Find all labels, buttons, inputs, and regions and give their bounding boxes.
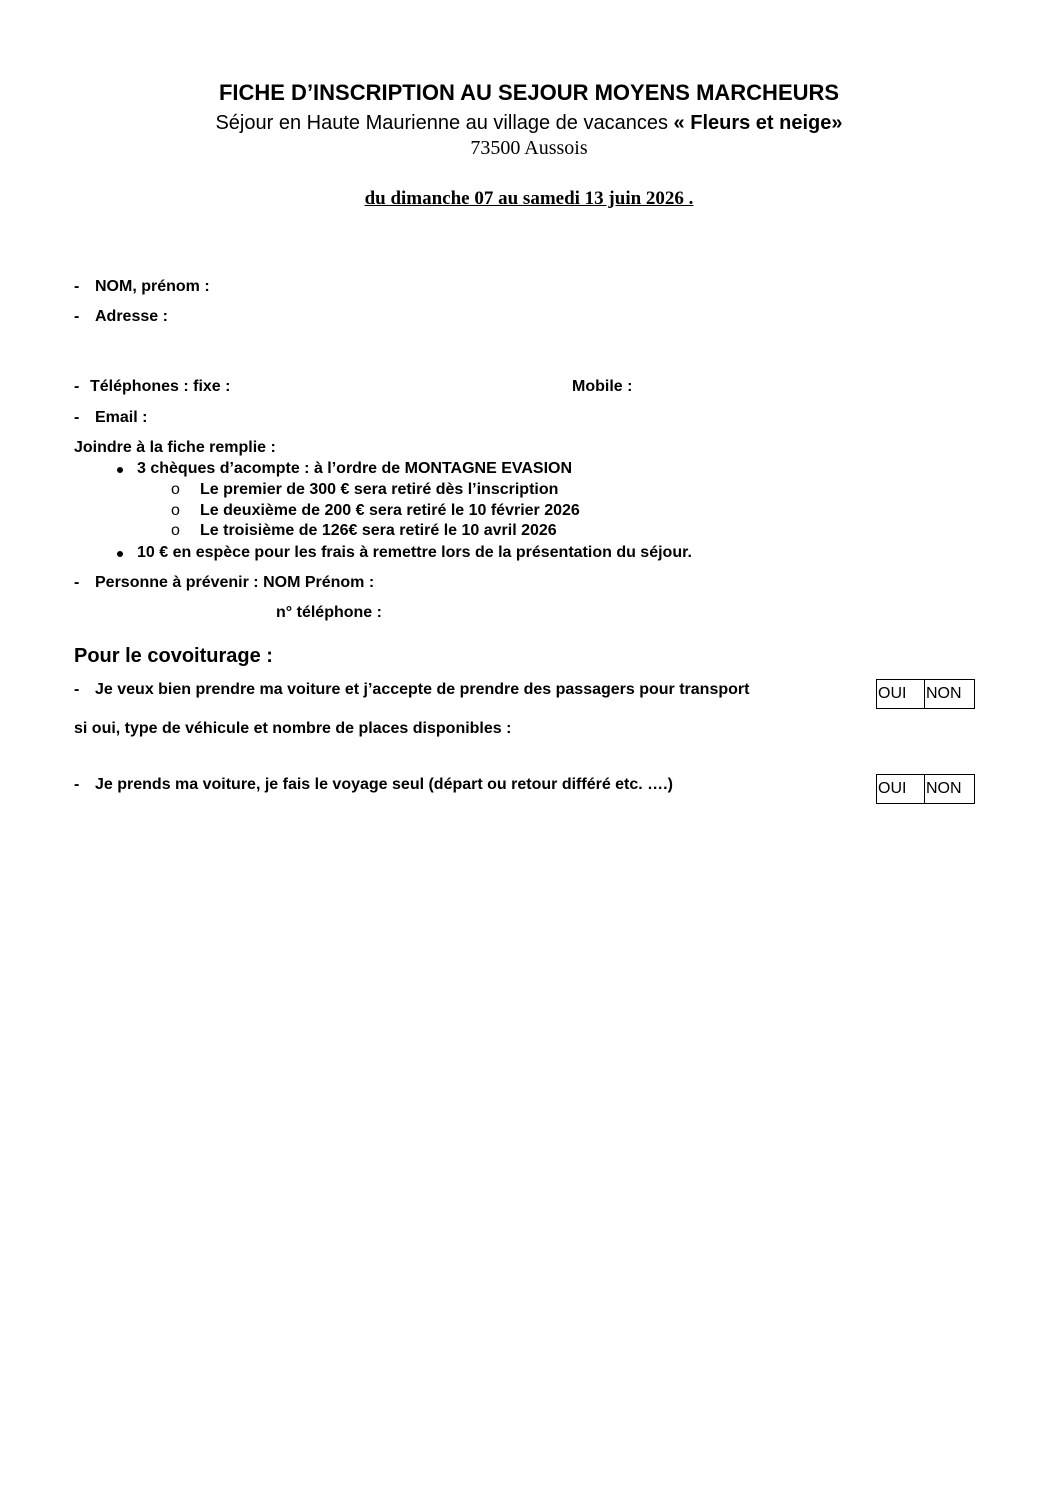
carpool-heading: Pour le covoiturage : [74, 645, 273, 667]
dash: - [74, 681, 80, 698]
address-label: Adresse : [95, 308, 168, 325]
dash: - [74, 278, 80, 295]
attachment-subitem: Le premier de 300 € sera retiré dès l’inscription [200, 481, 559, 498]
carpool-question-driver: Je veux bien prendre ma voiture et j’accepte de prendre des passagers pour transport [95, 681, 750, 698]
subtitle-venue: « Fleurs et neige» [673, 112, 843, 134]
yes-no-box [876, 774, 975, 804]
yes-option[interactable]: OUI [877, 775, 925, 803]
sub-bullet-icon: o [171, 522, 180, 539]
dash: - [74, 574, 80, 591]
attachment-item: 10 € en espèce pour les frais à remettre lors de la présentation du séjour. [137, 544, 692, 561]
email-label: Email : [95, 409, 148, 426]
name-label: NOM, prénom : [95, 278, 210, 295]
contact-label: Personne à prévenir : NOM Prénom : [95, 574, 375, 591]
page-title: FICHE D’INSCRIPTION AU SEJOUR MOYENS MARCHEURS [218, 80, 840, 105]
phone-label: Téléphones : fixe : [90, 378, 231, 395]
dates: du dimanche 07 au samedi 13 juin 2026 . [364, 188, 694, 209]
bullet-icon [117, 467, 123, 473]
dash: - [74, 776, 80, 793]
mobile-label: Mobile : [572, 378, 633, 395]
subtitle-text: Séjour en Haute Maurienne au village de vacances [215, 112, 674, 134]
location: 73500 Aussois [470, 137, 588, 159]
dash: - [74, 308, 80, 325]
no-option[interactable]: NON [926, 685, 962, 702]
attachment-subitem: Le deuxième de 200 € sera retiré le 10 février 2026 [200, 502, 580, 519]
yes-no-box [876, 679, 975, 709]
dash: - [74, 378, 80, 395]
attachments-heading: Joindre à la fiche remplie : [74, 439, 276, 456]
sub-bullet-icon: o [171, 502, 180, 519]
carpool-question-solo: Je prends ma voiture, je fais le voyage seul (départ ou retour différé etc. ….) [95, 776, 673, 793]
bullet-icon [117, 551, 123, 557]
subtitle [0, 112, 1058, 135]
attachment-item: 3 chèques d’acompte : à l’ordre de MONTAGNE EVASION [137, 460, 573, 477]
attachment-subitem: Le troisième de 126€ sera retiré le 10 avril 2026 [200, 522, 557, 539]
sub-bullet-icon: o [171, 481, 180, 498]
yes-option[interactable]: OUI [877, 680, 925, 708]
no-option[interactable]: NON [926, 780, 962, 797]
contact-phone-label: n° téléphone : [276, 604, 382, 621]
dash: - [74, 409, 80, 426]
carpool-vehicle-label: si oui, type de véhicule et nombre de places disponibles : [74, 720, 512, 737]
